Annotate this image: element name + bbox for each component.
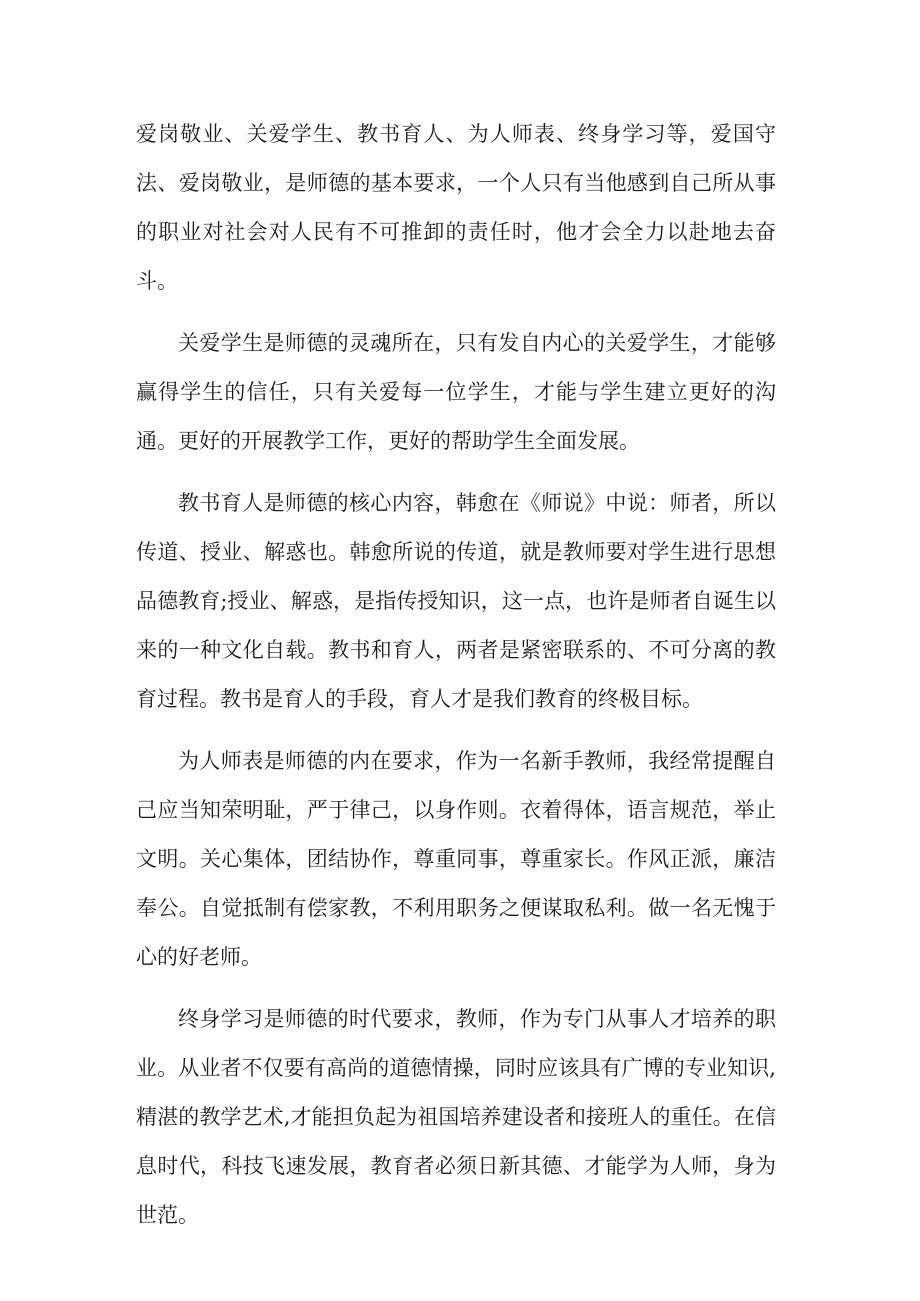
- paragraph-teach-educate: 教书育人是师德的核心内容，韩愈在《师说》中说：师者，所以传道、授业、解惑也。韩愈所说的传道，就是教师要对学生进行思想品德教育;授业、解惑，是指传授知识，这一点，也许是师者自诞生以来的一种文化自载。教书和育人，两者是紧密联系的、不可分离的教育过程。教书是育人的手段，育人才是我们教育的终极目标。: [136, 491, 776, 711]
- paragraph-care-students: 关爱学生是师德的灵魂所在，只有发自内心的关爱学生，才能够赢得学生的信任，只有关爱每一位学生，才能与学生建立更好的沟通。更好的开展教学工作，更好的帮助学生全面发展。: [136, 331, 776, 453]
- paragraph-love-profession: 爱岗敬业、关爱学生、教书育人、为人师表、终身学习等，爱国守法、爱岗敬业，是师德的基本要求，一个人只有当他感到自己所从事的职业对社会对人民有不可推卸的责任时，他才会全力以赴地去奋斗。: [136, 122, 776, 293]
- paragraph-lifelong-learning: 终身学习是师德的时代要求，教师，作为专门从事人才培养的职业。从业者不仅要有高尚的道德情操，同时应该具有广博的专业知识,精湛的教学艺术,才能担负起为祖国培养建设者和接班人的重任。在信息时代，科技飞速发展，教育者必须日新其德、才能学为人师，身为世范。: [136, 1007, 776, 1227]
- paragraph-role-model: 为人师表是师德的内在要求，作为一名新手教师，我经常提醒自己应当知荣明耻，严于律己，以身作则。衣着得体，语言规范，举止文明。关心集体，团结协作，尊重同事，尊重家长。作风正派，廉洁奉公。自觉抵制有偿家教，不利用职务之便谋取私利。做一名无愧于心的好老师。: [136, 749, 776, 969]
- document-body: [136, 110, 776, 1253]
